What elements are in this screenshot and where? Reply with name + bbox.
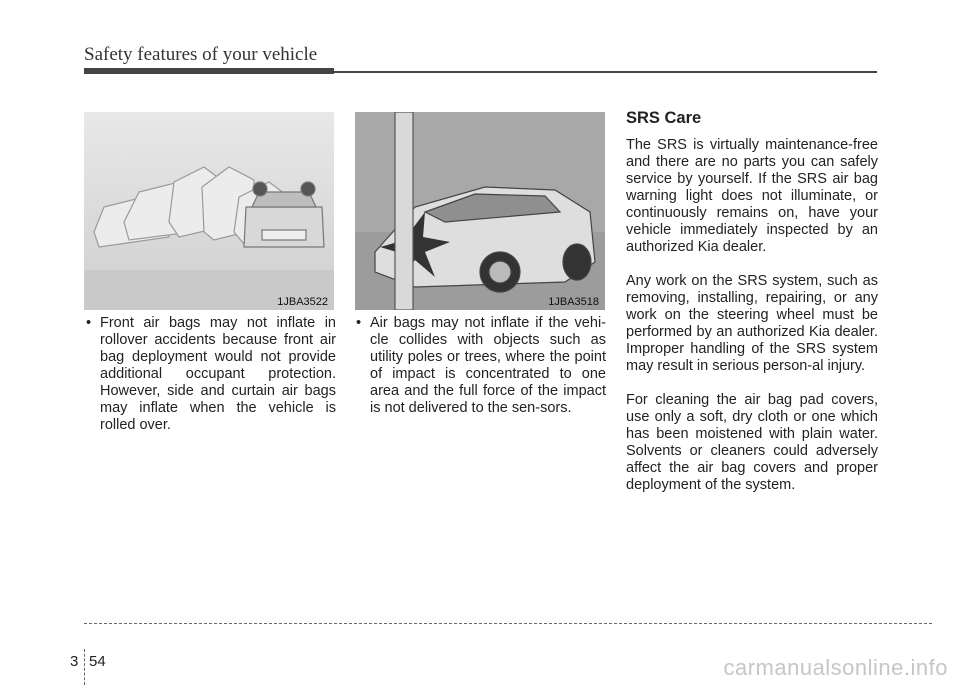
srs-paragraph-2: Any work on the SRS system, such as removing, installing, repairing, or any work on the steering wheel must be performed by an authorized Kia dealer. Improper handling of the SRS system may result in serious person-al injury. [626,273,878,374]
pole-bullet [356,315,606,417]
page-number: 54 [89,653,106,670]
srs-paragraph-3: For cleaning the air bag pad covers, use only a soft, dry cloth or one which has been moistened with plain water. Solvents or cleaners could adversely affect the air bag covers and proper deployment of the system. [626,392,878,493]
bullet-item [86,315,336,434]
bullet-text: Front air bags may not inflate in rollover accidents because front air bag deployment would not provide additional occupant protection. However, side and curtain air bags may inflate when the vehicle is rolled over. [100,315,336,433]
chapter-number: 3 [70,653,79,670]
bullet-dot: • [86,315,92,331]
bullet-dot: • [356,315,362,331]
srs-care-section [626,110,878,511]
watermark: carmanualsonline.info [723,655,948,680]
rollover-illustration [84,112,334,310]
figure-rollover [84,112,334,310]
pole-impact-illustration [355,112,605,310]
srs-paragraph-1: The SRS is virtually maintenance-free and there are no parts you can safely service by yourself. If the SRS air bag warning light does not illuminate, or continuously remains on, have your vehicle immediately inspected by an authorized Kia dealer. [626,137,878,255]
figure-code: 1JBA3518 [548,296,599,308]
page-header-title: Safety features of your vehicle [84,44,318,65]
section-heading: SRS Care [626,109,702,127]
header-rule-thin [334,71,877,73]
footer-rule [84,623,932,624]
bullet-text: Air bags may not inflate if the vehi-cle collides with objects such as utility poles or trees, where the point of impact is concentrated to one area and the full force of the impact is not delivered to the sen-sors. [370,315,606,416]
rollover-bullet [86,315,336,434]
footer-separator [84,649,85,685]
bullet-item [356,315,606,417]
header-rule-thick [84,68,334,74]
figure-pole-impact [355,112,605,310]
figure-code: 1JBA3522 [277,296,328,308]
